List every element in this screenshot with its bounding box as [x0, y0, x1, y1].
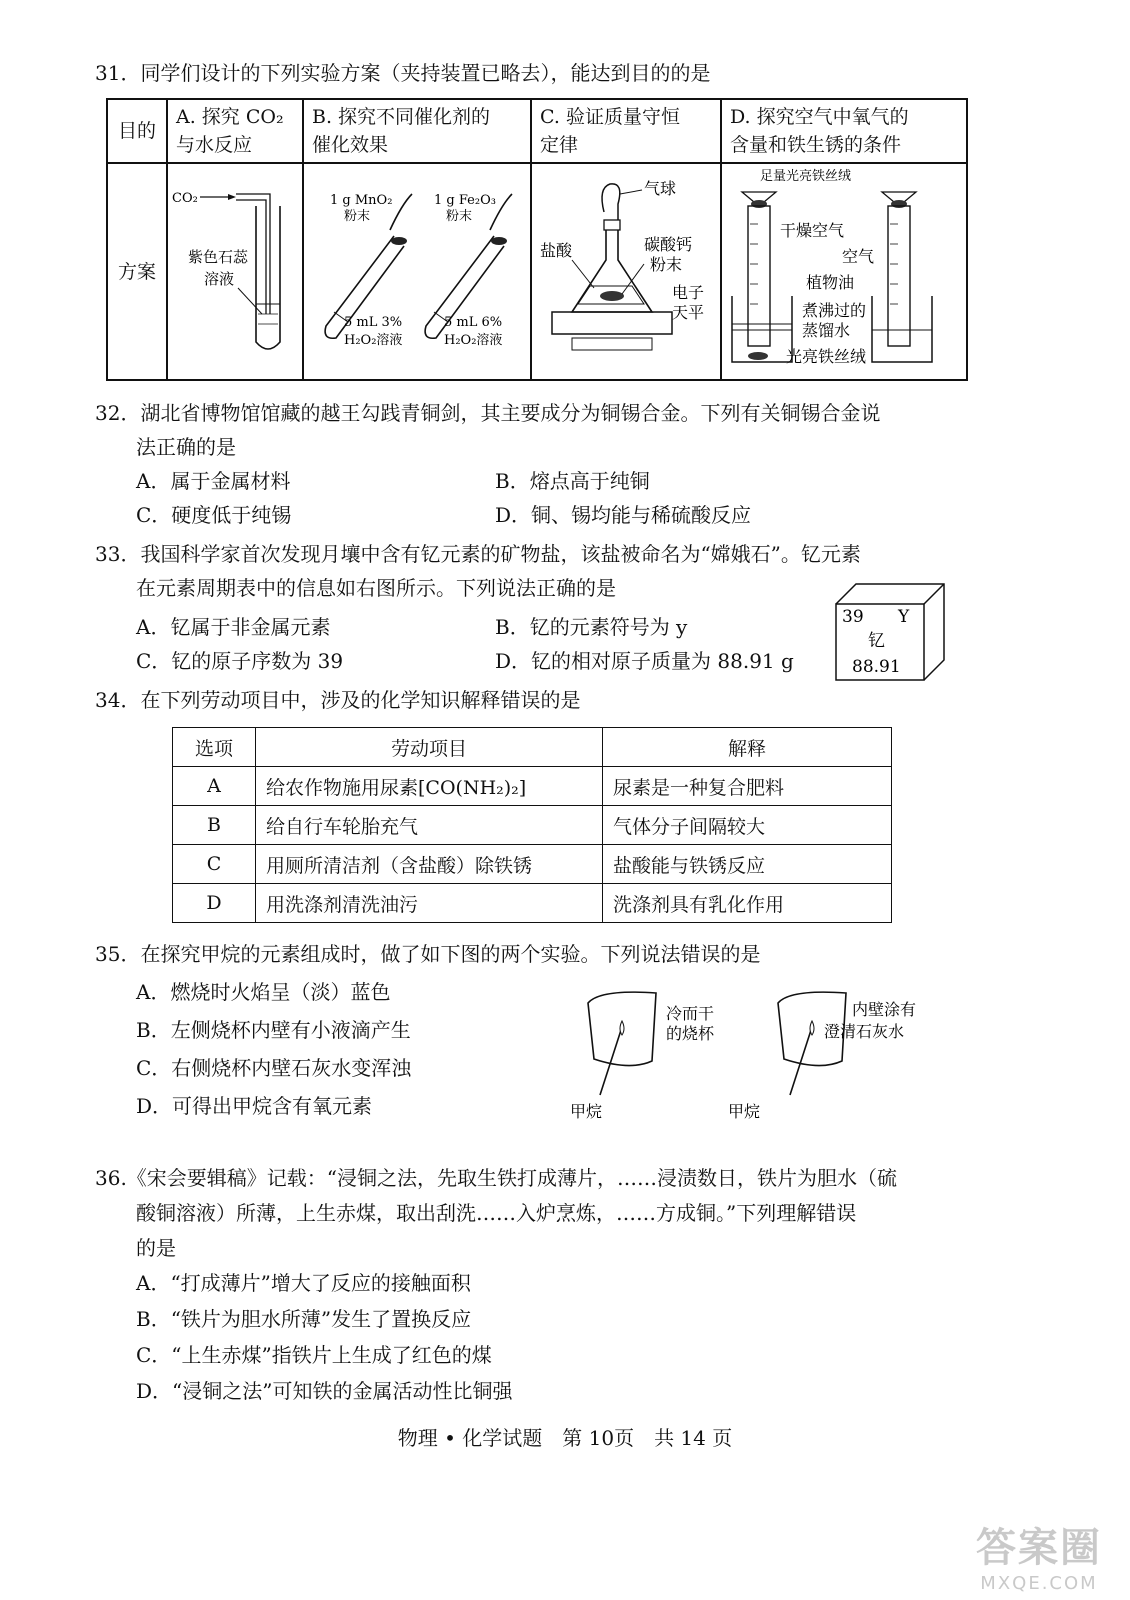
q33-option-d: D．钇的相对原子质量为 88.91 g: [495, 649, 794, 673]
page-footer: 物理 • 化学试题 第 10页 共 14 页: [397, 1426, 733, 1450]
fig-d-boiled: 煮沸过的: [802, 301, 867, 320]
q33-stem-2: 在元素周期表中的信息如右图所示。下列说法正确的是: [136, 576, 616, 600]
fig-a-solution-1: 紫色石蕊: [188, 248, 249, 266]
element-name: 钇: [868, 631, 885, 651]
q35-figure: [560, 985, 960, 1125]
q34-cell: 洗涤剂具有乳化作用: [603, 884, 892, 923]
fig-a-co2-label: CO₂: [172, 191, 198, 206]
q34-cell: 给农作物施用尿素[CO(NH₂)₂]: [256, 767, 603, 806]
q35-stem: 35．在探究甲烷的元素组成时，做了如下图的两个实验。下列说法错误的是: [95, 942, 761, 966]
q34-header-task: 劳动项目: [256, 728, 603, 767]
fig-35-label-1b: 的烧杯: [666, 1024, 715, 1043]
q31-plan-label: 方案: [107, 163, 167, 380]
table-row: [173, 767, 892, 806]
atomic-mass: 88.91: [852, 657, 901, 677]
fig-35-label-2b: 澄清石灰水: [824, 1022, 905, 1041]
element-cell-yttrium: [830, 578, 950, 686]
q31-figure-d: [721, 163, 967, 380]
q34-cell: D: [173, 884, 256, 923]
q34-header-explain: 解释: [603, 728, 892, 767]
q36-stem-1: 36.《宋会要辑稿》记载：“浸铜之法，先取生铁打成薄片，……浸渍数日，铁片为胆水（硫: [95, 1166, 898, 1190]
q32-stem-2: 法正确的是: [136, 435, 236, 459]
table-row: [173, 845, 892, 884]
q34-table: [172, 727, 892, 923]
fig-b-h2o2-3pct: 5 mL 3%: [344, 315, 403, 330]
q31-table: [106, 98, 968, 381]
q32-option-a: A．属于金属材料: [136, 469, 291, 493]
fig-b-mno2-powder: 粉末: [344, 209, 371, 224]
q35-option-c: C．右侧烧杯内壁石灰水变浑浊: [136, 1056, 412, 1080]
q33-stem-1: 33．我国科学家首次发现月壤中含有钇元素的矿物盐，该盐被命名为“嫦娥石”。钇元素: [95, 542, 861, 566]
fig-c-balloon-label: 气球: [644, 179, 677, 198]
fig-c-balance-2: 天平: [672, 303, 705, 322]
q32-option-b: B．熔点高于纯铜: [495, 469, 650, 493]
q32-option-c: C．硬度低于纯锡: [136, 503, 292, 527]
fig-d-dry-air: 干燥空气: [780, 221, 845, 240]
fig-d-iron-wool-label: 足量光亮铁丝绒: [760, 169, 852, 184]
fig-c-caco3-label: 碳酸钙: [644, 235, 693, 254]
q34-cell: 尿素是一种复合肥料: [603, 767, 892, 806]
q35-option-a: A．燃烧时火焰呈（淡）蓝色: [136, 980, 391, 1004]
fig-d-oil: 植物油: [806, 273, 855, 292]
q34-cell: 气体分子间隔较大: [603, 806, 892, 845]
q34-cell: A: [173, 767, 256, 806]
fig-b-h2o2-6pct: 5 mL 6%: [444, 315, 503, 330]
fig-d-distilled-water: 蒸馏水: [802, 321, 851, 340]
q33-option-c: C．钇的原子序数为 39: [136, 649, 344, 673]
q34-cell: 用厕所清洁剂（含盐酸）除铁锈: [256, 845, 603, 884]
q36-option-a: A．“打成薄片”增大了反应的接触面积: [136, 1271, 471, 1295]
fig-d-iron-wool: 光亮铁丝绒: [786, 347, 867, 366]
fig-b-h2o2-sol-2: H₂O₂溶液: [444, 333, 503, 348]
fig-b-h2o2-sol-1: H₂O₂溶液: [344, 333, 403, 348]
q31-goal-c: C. 验证质量守恒 定律: [531, 99, 721, 163]
q34-cell: 盐酸能与铁锈反应: [603, 845, 892, 884]
q36-option-c: C．“上生赤煤”指铁片上生成了红色的煤: [136, 1343, 492, 1367]
fig-c-caco3-powder: 粉末: [650, 255, 683, 274]
q32-stem-1: 32．湖北省博物馆馆藏的越王勾践青铜剑，其主要成分为铜锡合金。下列有关铜锡合金说: [95, 401, 881, 425]
q34-cell: 用洗涤剂清洗油污: [256, 884, 603, 923]
q35-option-d: D．可得出甲烷含有氧元素: [136, 1094, 373, 1118]
watermark-logo: 答案圈 MXQE.COM: [976, 1525, 1102, 1594]
q35-option-b: B．左侧烧杯内壁有小液滴产生: [136, 1018, 411, 1042]
fig-c-acid-label: 盐酸: [540, 241, 573, 260]
q31-goal-d: D. 探究空气中氧气的 含量和铁生锈的条件: [721, 99, 967, 163]
q36-option-d: D．“浸铜之法”可知铁的金属活动性比铜强: [136, 1379, 513, 1403]
element-symbol: Y: [898, 607, 910, 627]
fig-35-label-1a: 冷而干: [666, 1004, 715, 1023]
q36-stem-2: 酸铜溶液）所薄，上生赤煤，取出刮洗……入炉烹炼，……方成铜。”下列理解错误: [136, 1201, 857, 1225]
fig-35-methane-2: 甲烷: [728, 1102, 761, 1121]
fig-b-fe2o3-label: 1 g Fe₂O₃: [434, 193, 496, 208]
q34-cell: C: [173, 845, 256, 884]
q33-option-b: B．钇的元素符号为 y: [495, 615, 688, 639]
q31-goal-label: 目的: [107, 99, 167, 163]
q31-figure-a: [167, 163, 303, 380]
q31-figure-c: [531, 163, 721, 380]
q34-cell: 给自行车轮胎充气: [256, 806, 603, 845]
q31-goal-a: A. 探究 CO₂ 与水反应: [167, 99, 303, 163]
fig-d-air: 空气: [842, 247, 875, 266]
fig-c-balance-1: 电子: [672, 283, 705, 302]
q31-goal-b: B. 探究不同催化剂的 催化效果: [303, 99, 531, 163]
atomic-number: 39: [842, 607, 864, 627]
q36-option-b: B．“铁片为胆水所薄”发生了置换反应: [136, 1307, 472, 1331]
fig-b-mno2-label: 1 g MnO₂: [330, 193, 393, 208]
q31-figure-b: [303, 163, 531, 380]
q33-option-a: A．钇属于非金属元素: [136, 615, 331, 639]
fig-b-fe2o3-powder: 粉末: [446, 209, 473, 224]
q31-stem: 31．同学们设计的下列实验方案（夹持装置已略去），能达到目的的是: [95, 61, 711, 85]
table-row: [173, 806, 892, 845]
fig-35-label-2a: 内壁涂有: [852, 1000, 917, 1019]
q36-stem-3: 的是: [136, 1236, 176, 1260]
q34-stem: 34．在下列劳动项目中，涉及的化学知识解释错误的是: [95, 688, 581, 712]
fig-a-solution-2: 溶液: [204, 270, 235, 288]
q34-header-option: 选项: [173, 728, 256, 767]
q32-option-d: D．铜、锡均能与稀硫酸反应: [495, 503, 752, 527]
q34-cell: B: [173, 806, 256, 845]
table-row: [173, 884, 892, 923]
fig-35-methane-1: 甲烷: [570, 1102, 603, 1121]
